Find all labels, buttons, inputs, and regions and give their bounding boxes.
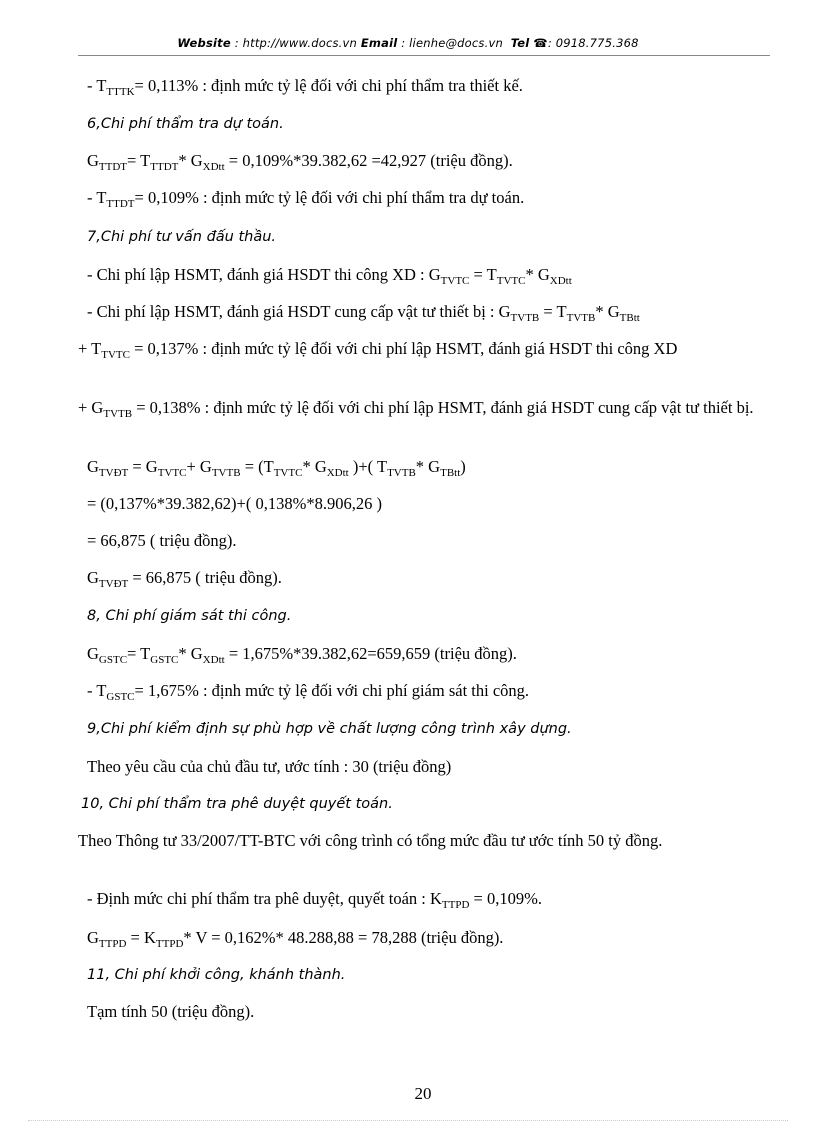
section-heading-6: 6,Chi phí thẩm tra dự toán. (87, 116, 284, 132)
header-divider (78, 55, 770, 56)
email-value[interactable]: lienhe@docs.vn (409, 36, 503, 50)
text-line: - $T_{TTTK}= 0,113\%$ : định mức tỷ lệ đối với chi phí thẩm tra thiết kế. (87, 76, 523, 98)
text-paragraph: Theo Thông tư 33/2007/TT-BTC với công trình có tổng mức đầu tư ước tính 50 tỷ đồng. (78, 831, 663, 850)
email-label: Email (360, 36, 398, 50)
formula-line: $G_{TVĐT} = G_{TVTC}+ G_{TVTB} = (T_{TVTC}*$ $G_{XDtt}$ )+( $T_{TVTB}*$ $G_{TBtt}$) (87, 457, 466, 479)
footer-divider (28, 1120, 788, 1121)
phone-icon: ☎ (533, 36, 548, 50)
section-heading-7: 7,Chi phí tư vấn đấu thầu. (87, 229, 277, 245)
section-heading-11: 11, Chi phí khởi công, khánh thành. (87, 967, 346, 983)
result-line: $G_{TVĐT} = 66,875$ ( triệu đồng). (87, 568, 282, 590)
formula-line: = (0,137%*39.382,62)+( 0,138%*8.906,26 ) (87, 494, 382, 513)
website-url[interactable]: http://www.docs.vn (242, 36, 358, 50)
website-label: Website (177, 36, 231, 50)
text-line: - $T_{TTDT}= 0,109\%$ : định mức tỷ lệ đối với chi phí thẩm tra dự toán. (87, 188, 525, 210)
page-header: Website : http://www.docs.vn Email : lienhe@docs.vn Tel ☎: 0918.775.368 (177, 36, 639, 50)
formula-line: $G_{GSTC}= T_{GSTC}*$ $G_{XDtt} = 1,675\%*39.382,62=659,659$ (triệu đồng). (87, 644, 517, 666)
text-line: - Định mức chi phí thẩm tra phê duyệt, quyết toán : $K_{TTPD} = 0,109\%$. (87, 889, 542, 911)
page-number: 20 (414, 1084, 432, 1103)
text-line: - Chi phí lập HSMT, đánh giá HSDT cung cấp vật tư thiết bị : $G_{TVTB} = T_{TVTB}*$ $G_{TBtt}$ (87, 302, 640, 324)
section-heading-8: 8, Chi phí giám sát thi công. (87, 608, 292, 624)
text-line: - Chi phí lập HSMT, đánh giá HSDT thi công XD : $G_{TVTC} = T_{TVTC}*$ $G_{XDtt}$ (87, 265, 572, 287)
formula-line: $G_{TTPD} = K_{TTPD}*$ V = 0,162%* 48.288,88 = 78,288 (triệu đồng). (87, 928, 504, 950)
section-heading-9: 9,Chi phí kiểm định sự phù hợp về chất lượng công trình xây dựng. (87, 721, 572, 737)
tel-label: Tel (510, 36, 530, 50)
result-line: = 66,875 ( triệu đồng). (87, 531, 237, 550)
text-line: - $T_{GSTC}= 1,675\%$ : định mức tỷ lệ đối với chi phí giám sát thi công. (87, 681, 530, 703)
text-line: Theo yêu cầu của chủ đầu tư, ước tính : 30 (triệu đồng) (87, 757, 452, 776)
text-paragraph: + $T_{TVTC} = 0,137\%$ : định mức tỷ lệ đối với chi phí lập HSMT, đánh giá HSDT thi công XD (78, 339, 678, 361)
section-heading-10: 10, Chi phí thẩm tra phê duyệt quyết toán. (81, 796, 393, 812)
tel-value: : 0918.775.368 (547, 36, 639, 50)
formula-line: $G_{TTDT}= T_{TTDT}*$ $G_{XDtt} = 0,109\%*39.382,62 =42,927$ (triệu đồng). (87, 151, 513, 173)
text-paragraph: + $G_{TVTB} = 0,138\%$ : định mức tỷ lệ đối với chi phí lập HSMT, đánh giá HSDT cung cấp vật tư thiết bị. (78, 398, 754, 420)
text-line: Tạm tính 50 (triệu đồng). (87, 1002, 255, 1021)
